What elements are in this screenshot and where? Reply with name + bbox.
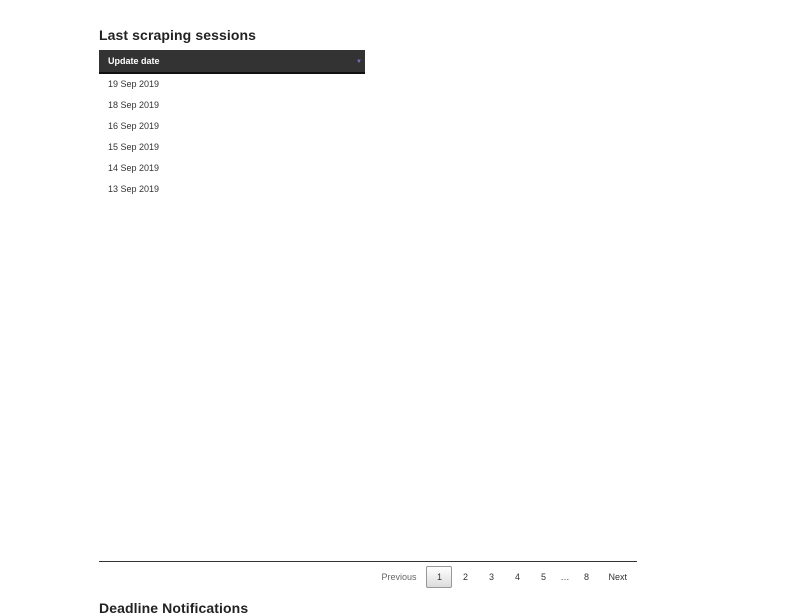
pagination-page-3[interactable]: 3 — [488, 572, 494, 582]
table-row: 13 Sep 2019 — [108, 184, 160, 194]
pagination-page-2[interactable]: 2 — [462, 572, 468, 582]
table-row: 16 Sep 2019 — [108, 121, 160, 131]
table-body — [99, 74, 365, 200]
table-row: 19 Sep 2019 — [108, 79, 160, 89]
pagination — [371, 566, 637, 588]
pagination-previous-button[interactable]: Previous — [381, 572, 417, 582]
column-header-update-date[interactable] — [99, 50, 365, 74]
pagination-ellipsis: … — [560, 572, 570, 582]
section-title-deadline-notifications: Deadline Notifications — [99, 600, 249, 616]
pagination-page-8[interactable]: 8 — [583, 572, 589, 582]
column-header-label: Update date — [108, 56, 160, 66]
table-row: 18 Sep 2019 — [108, 100, 160, 110]
pagination-page-5[interactable]: 5 — [540, 572, 546, 582]
pagination-page-4[interactable]: 4 — [514, 572, 520, 582]
section-title-scraping-sessions: Last scraping sessions — [99, 27, 257, 43]
table-row: 15 Sep 2019 — [108, 142, 160, 152]
pagination-page-1[interactable]: 1 — [426, 566, 452, 588]
table-footer-divider — [99, 561, 637, 562]
sort-desc-icon: ▼ — [356, 59, 362, 65]
pagination-next-button[interactable]: Next — [608, 572, 627, 582]
scraping-sessions-table — [99, 50, 365, 200]
table-row: 14 Sep 2019 — [108, 163, 160, 173]
